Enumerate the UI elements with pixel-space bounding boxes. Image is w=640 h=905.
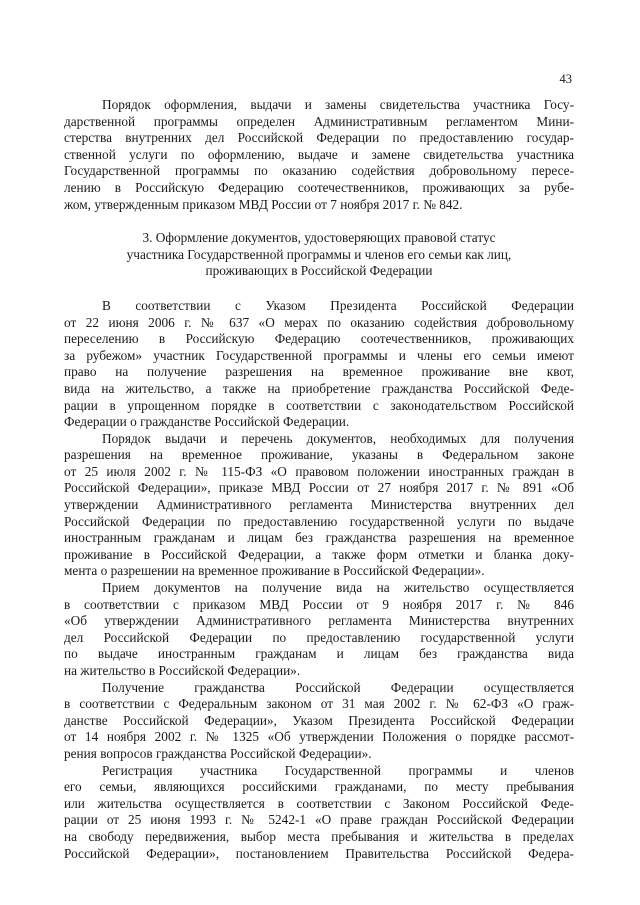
text-line: на свободу передвижения, выбор места пребывания и жительства в пределах bbox=[64, 828, 574, 844]
text-line: Прием документов на получение вида на жительство осуществляется bbox=[102, 580, 574, 596]
text-line: Российской Федерации», приказе МВД России от 27 ноября 2017 г. № 891 «Об bbox=[64, 480, 574, 496]
heading-line: 3. Оформление документов, удостоверяющих правовой статус bbox=[142, 230, 496, 246]
text-line: или жительства осуществляется в соответствии с Законом Российской Феде- bbox=[64, 795, 574, 811]
text-line: от 14 ноября 2002 г. № 1325 «Об утверждении Положения о порядке рассмот- bbox=[64, 729, 574, 745]
text-line: Федерации о гражданстве Российской Федерации. bbox=[64, 414, 350, 430]
text-line: в соответствии с Федеральным законом от 31 мая 2002 г. № 62-ФЗ «О граж- bbox=[64, 696, 574, 712]
text-line: утверждении Административного регламента Министерства внутренних дел bbox=[64, 497, 574, 513]
text-line: проживание в Российской Федерации, а также форм отметки и бланка доку- bbox=[64, 546, 574, 562]
paragraph-3 bbox=[64, 580, 574, 680]
text-line: право на получение разрешения на временное проживание вне квот, bbox=[64, 364, 574, 380]
text-line: его семьи, являющихся российскими гражданами, по месту пребывания bbox=[64, 779, 574, 795]
heading-line: проживающих в Российской Федерации bbox=[205, 263, 433, 279]
text-line: ственной услуги по оформлению, выдаче и замене свидетельства участника bbox=[64, 146, 574, 162]
text-line: Государственной программы по оказанию содействия добровольному пересе- bbox=[64, 163, 574, 179]
text-line: по выдаче иностранным гражданам и лицам без гражданства вида bbox=[64, 646, 574, 662]
text-line: на жительство в Российской Федерации». bbox=[64, 663, 301, 678]
section-heading bbox=[64, 230, 574, 280]
text-line: дел Российской Федерации по предоставлению государственной услуги bbox=[64, 629, 574, 645]
text-line: Получение гражданства Российской Федерации осуществляется bbox=[102, 679, 574, 695]
text-line: разрешения на временное проживание, указаны в Федеральном законе bbox=[64, 447, 574, 463]
text-line: в соответствии с приказом МВД России от 9 ноября 2017 г. № 846 bbox=[64, 596, 574, 612]
text-line: Порядок оформления, выдачи и замены свидетельства участника Госу- bbox=[102, 97, 574, 112]
document-body bbox=[64, 97, 574, 862]
text-line: рации в упрощенном порядке в соответствии с законодательством Российской bbox=[64, 397, 574, 413]
text-line: стерства внутренних дел Российской Федерации по предоставлению государ- bbox=[64, 130, 574, 146]
text-line: лению в Российскую Федерацию соотечественников, проживающих за рубе- bbox=[64, 179, 574, 195]
page-number: 43 bbox=[559, 72, 572, 86]
heading-line: участника Государственной программы и членов его семьи как лиц, bbox=[126, 246, 512, 262]
text-line: рации от 25 июня 1993 г. № 5242-1 «О праве граждан Российской Федерации bbox=[64, 812, 574, 828]
text-line: мента о разрешении на временное проживание в Российской Федерации». bbox=[64, 563, 485, 579]
text-line: переселению в Российскую Федерацию соотечественников, проживающих bbox=[64, 331, 574, 347]
text-line: данстве Российской Федерации», Указом Президента Российской Федерации bbox=[64, 712, 574, 728]
text-line: Порядок выдачи и перечень документов, необходимых для получения bbox=[102, 430, 574, 446]
text-line: Российской Федерации», постановлением Правительства Российской Федера- bbox=[64, 845, 574, 861]
paragraph-intro bbox=[64, 97, 574, 213]
paragraph-4 bbox=[64, 680, 574, 763]
paragraph-2 bbox=[64, 431, 574, 580]
text-line: от 25 июля 2002 г. № 115-ФЗ «О правовом положении иностранных граждан в bbox=[64, 463, 574, 479]
text-line: «Об утверждении Административного регламента Министерства внутренних bbox=[64, 613, 574, 629]
text-line: от 22 июня 2006 г. № 637 «О мерах по оказанию содействия добровольному bbox=[64, 314, 574, 330]
paragraph-1 bbox=[64, 298, 574, 431]
text-line: жом, утвержденным приказом МВД России от 7 ноября 2017 г. № 842. bbox=[64, 196, 463, 212]
text-line: Регистрация участника Государственной программы и членов bbox=[102, 762, 574, 778]
text-line: иностранным гражданам и лицам без гражданства разрешения на временное bbox=[64, 530, 574, 546]
text-line: за рубежом» участник Государственной программы и члены его семьи имеют bbox=[64, 347, 574, 363]
text-line: Российской Федерации по предоставлению государственной услуги по выдаче bbox=[64, 513, 574, 529]
text-line: дарственной программы определен Административным регламентом Мини- bbox=[64, 113, 574, 129]
paragraph-5 bbox=[64, 763, 574, 863]
text-line: рения вопросов гражданства Российской Федерации». bbox=[64, 745, 372, 761]
text-line: вида на жительство, а также на приобретение гражданства Российской Феде- bbox=[64, 380, 574, 396]
text-line: В соответствии с Указом Президента Российской Федерации bbox=[102, 297, 574, 313]
